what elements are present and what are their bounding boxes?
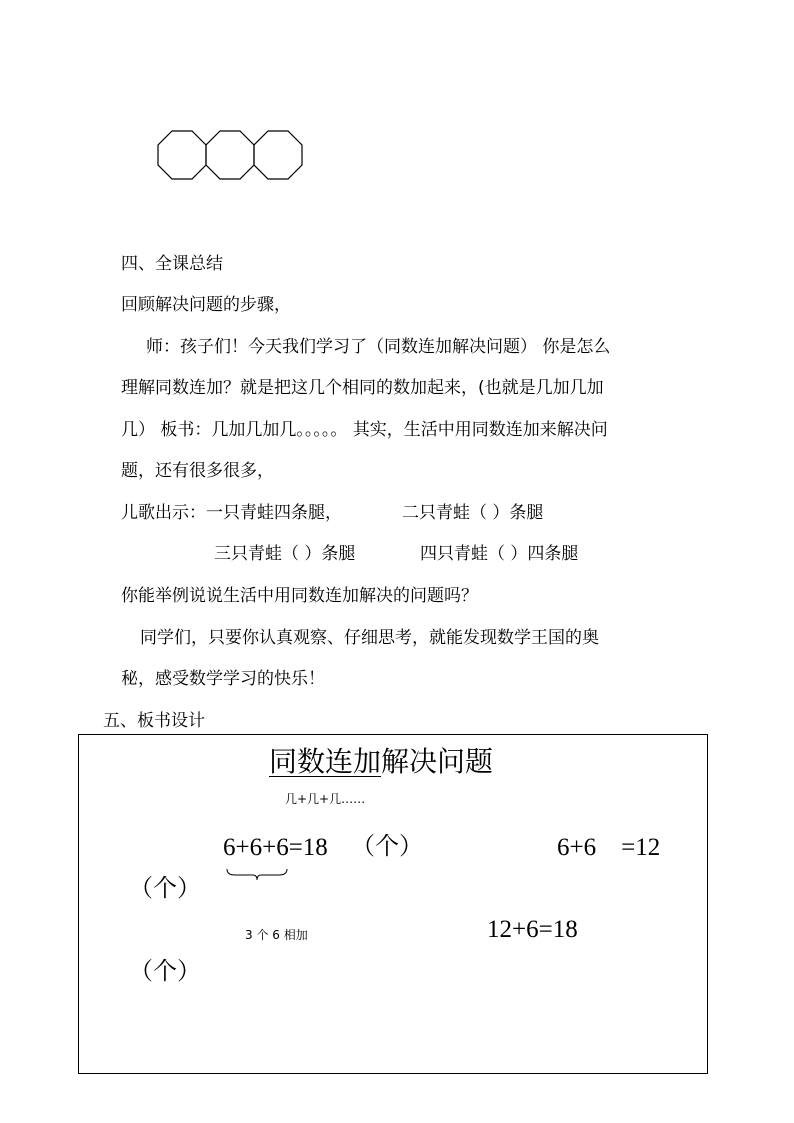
section-heading-summary: 四、全课总结	[121, 254, 223, 274]
blackboard-design-box	[78, 734, 708, 1074]
octagon-shape	[158, 131, 206, 179]
board-title-rest: 解决问题	[381, 745, 494, 778]
board-title	[269, 743, 493, 781]
song-line-2b: 四只青蛙（ ）四条腿	[420, 544, 579, 564]
octagon-shape	[254, 131, 302, 179]
brace-icon	[225, 867, 289, 881]
brace-label: 3 个 6 相加	[245, 928, 308, 942]
octagon-figure	[156, 130, 308, 180]
paragraph-line: 理解同数连加？就是把这几个相同的数加起来，(也就是几加几加	[121, 378, 604, 398]
closing-line: 同学们，只要你认真观察、仔细思考，就能发现数学王国的奥	[140, 628, 599, 648]
equation-1-unit: （个）	[351, 832, 423, 860]
unit-label: （个）	[129, 957, 201, 985]
closing-line: 秘，感受数学学习的快乐！	[121, 669, 325, 689]
paragraph-line: 师：孩子们！今天我们学习了（同数连加解决问题） 你是怎么	[146, 337, 611, 357]
unit-label: （个）	[129, 874, 201, 902]
pattern-hint: 几+几+几……	[285, 792, 366, 806]
equation-2: 6+6 =12	[557, 834, 661, 861]
section-heading-board-design: 五、板书设计	[103, 711, 205, 731]
question-line: 你能举例说说生活中用同数连加解决的问题吗？	[121, 586, 478, 606]
paragraph-line: 几） 板书：几加几加几。。。。。 其实，生活中用同数连加来解决问	[121, 420, 608, 440]
board-title-underlined: 同数连加	[269, 745, 382, 778]
song-line-2a: 三只青蛙（ ）条腿	[214, 544, 356, 564]
equation-1: 6+6+6=18	[223, 834, 328, 861]
review-line: 回顾解决问题的步骤，	[121, 295, 291, 315]
octagon-shape	[206, 131, 254, 179]
song-line-1a: 儿歌出示：一只青蛙四条腿，	[121, 503, 342, 523]
song-line-1b: 二只青蛙（ ）条腿	[402, 503, 544, 523]
equation-3: 12+6=18	[487, 916, 578, 943]
paragraph-line: 题，还有很多很多，	[121, 461, 274, 481]
